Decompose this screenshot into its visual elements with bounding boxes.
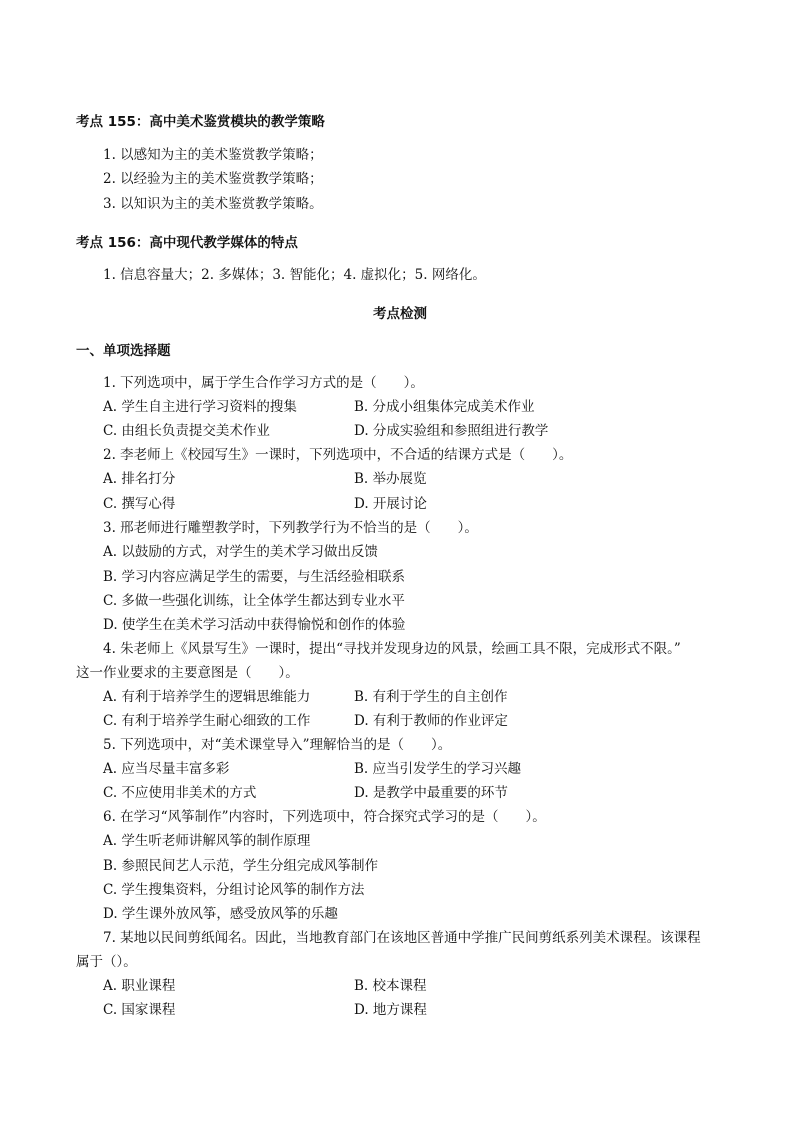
q4-option-c: C. 有利于培养学生耐心细致的工作: [103, 713, 311, 729]
q4-option-d: D. 有利于教师的作业评定: [354, 713, 508, 729]
q1-option-a: A. 学生自主进行学习资料的搜集: [103, 399, 297, 415]
q1-option-d: D. 分成实验组和参照组进行教学: [354, 423, 549, 439]
s155-item-3: 3. 以知识为主的美术鉴赏教学策略。: [103, 196, 323, 212]
q6-option-c: C. 学生搜集资料，分组讨论风筝的制作方法: [103, 882, 365, 898]
s155-item-1: 1. 以感知为主的美术鉴赏教学策略；: [103, 147, 323, 163]
q4-stem: 4. 朱老师上《风景写生》一课时，提出“寻找并发现身边的风景，绘画工具不限，完成形式不限。”: [103, 641, 681, 657]
check-title: 考点检测: [373, 306, 427, 322]
q7-stem: 7. 某地以民间剪纸闻名。因此，当地教育部门在该地区普通中学推广民间剪纸系列美术课程。该课程: [103, 930, 701, 946]
q5-option-b: B. 应当引发学生的学习兴趣: [354, 761, 522, 777]
q1-option-c: C. 由组长负责提交美术作业: [103, 423, 270, 439]
q2-option-d: D. 开展讨论: [354, 496, 427, 512]
q7-option-d: D. 地方课程: [354, 1002, 427, 1018]
q6-option-b: B. 参照民间艺人示范，学生分组完成风筝制作: [103, 858, 379, 874]
q2-option-b: B. 举办展览: [354, 471, 427, 487]
q3-option-c: C. 多做一些强化训练，让全体学生都达到专业水平: [103, 593, 405, 609]
q6-stem: 6. 在学习“风筝制作”内容时，下列选项中，符合探究式学习的是（ ）。: [103, 809, 546, 825]
q1-stem: 1. 下列选项中，属于学生合作学习方式的是（ ）。: [103, 375, 424, 391]
q3-option-d: D. 使学生在美术学习活动中获得愉悦和创作的体验: [103, 617, 406, 633]
q2-stem: 2. 李老师上《校园写生》一课时，下列选项中，不合适的结课方式是（ ）。: [103, 447, 573, 463]
part1-title: 一、单项选择题: [76, 343, 171, 359]
q2-option-c: C. 撰写心得: [103, 496, 176, 512]
q5-option-a: A. 应当尽量丰富多彩: [103, 761, 230, 777]
s156-text: 1. 信息容量大；2. 多媒体；3. 智能化；4. 虚拟化；5. 网络化。: [103, 267, 486, 283]
s155-item-2: 2. 以经验为主的美术鉴赏教学策略；: [103, 171, 323, 187]
q7-option-c: C. 国家课程: [103, 1002, 176, 1018]
q3-option-a: A. 以鼓励的方式，对学生的美术学习做出反馈: [103, 544, 378, 560]
q5-stem: 5. 下列选项中，对“美术课堂导入”理解恰当的是（ ）。: [103, 737, 452, 753]
q7-stem-cont: 属于（）。: [76, 954, 137, 970]
q4-option-a: A. 有利于培养学生的逻辑思维能力: [103, 689, 311, 705]
q6-option-d: D. 学生课外放风筝，感受放风筝的乐趣: [103, 906, 338, 922]
q2-option-a: A. 排名打分: [103, 471, 176, 487]
section-155-title: 考点 155：高中美术鉴赏模块的教学策略: [76, 114, 325, 130]
q4-option-b: B. 有利于学生的自主创作: [354, 689, 508, 705]
q4-stem-cont: 这一作业要求的主要意图是（ ）。: [76, 665, 299, 681]
q5-option-c: C. 不应使用非美术的方式: [103, 785, 257, 801]
q7-option-a: A. 职业课程: [103, 978, 176, 994]
q3-option-b: B. 学习内容应满足学生的需要，与生活经验相联系: [103, 569, 406, 585]
q5-option-d: D. 是教学中最重要的环节: [354, 785, 508, 801]
q6-option-a: A. 学生听老师讲解风筝的制作原理: [103, 833, 311, 849]
q7-option-b: B. 校本课程: [354, 978, 427, 994]
q1-option-b: B. 分成小组集体完成美术作业: [354, 399, 535, 415]
section-156-title: 考点 156：高中现代教学媒体的特点: [76, 235, 298, 251]
q3-stem: 3. 邢老师进行雕塑教学时，下列教学行为不恰当的是（ ）。: [103, 520, 478, 536]
